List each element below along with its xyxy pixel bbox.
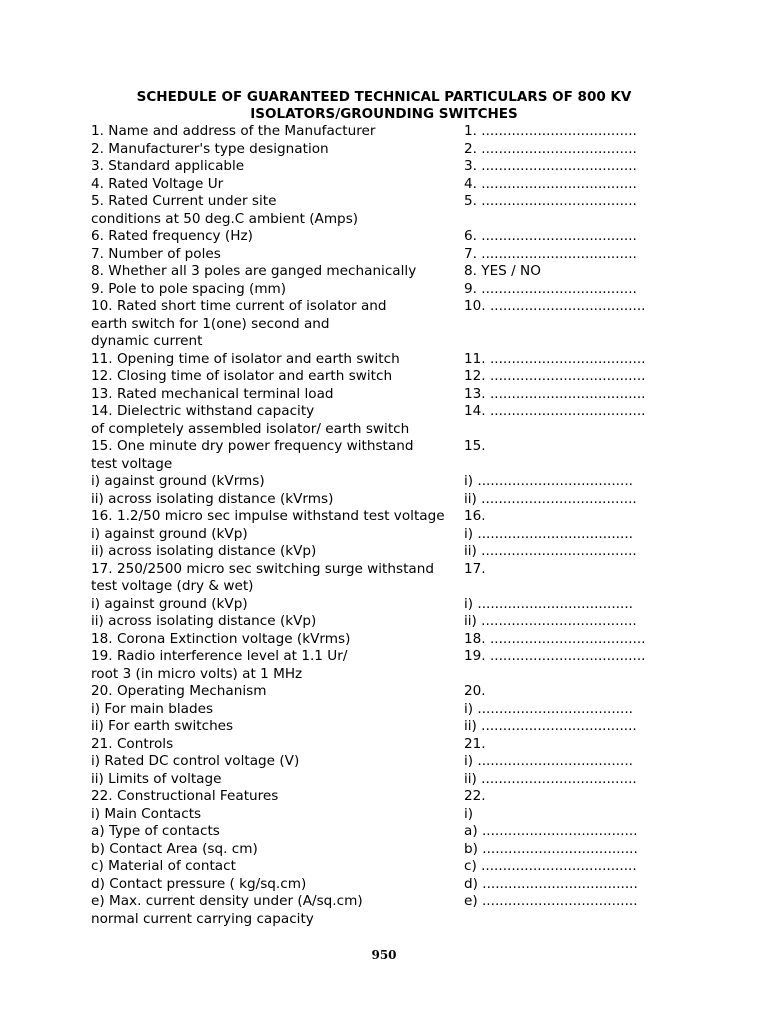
particular-label: 18. Corona Extinction voltage (kVrms) <box>91 630 351 647</box>
particular-row <box>91 736 651 754</box>
particular-row <box>91 158 651 176</box>
particular-row <box>91 298 651 316</box>
particular-value-field: 19. .................................... <box>464 648 646 664</box>
particular-row <box>91 386 651 404</box>
document-title <box>100 89 668 123</box>
particular-row <box>91 246 651 264</box>
particular-label: 12. Closing time of isolator and earth switch <box>91 368 393 384</box>
particular-value-field: ii) .................................... <box>464 613 637 629</box>
particular-value-field: 7. .................................... <box>464 245 637 262</box>
particular-row <box>91 543 651 561</box>
page-number: 950 <box>371 948 397 962</box>
particular-value-field: 8. YES / NO <box>464 263 541 279</box>
title-line-2: ISOLATORS/GROUNDING SWITCHES <box>250 106 518 122</box>
particular-label: 4. Rated Voltage Ur <box>91 175 224 192</box>
particular-value-field: 11. .................................... <box>464 350 646 367</box>
particular-row <box>91 473 651 491</box>
particular-label: i) against ground (kVrms) <box>91 473 265 489</box>
particular-value-field: 12. .................................... <box>464 368 646 384</box>
particular-value-field: 6. .................................... <box>464 228 637 244</box>
particular-row <box>91 176 651 194</box>
particular-row <box>91 403 651 421</box>
particular-value-field: d) .................................... <box>464 875 638 892</box>
particular-value-field: 10. .................................... <box>464 298 646 314</box>
particular-row <box>91 701 651 719</box>
particular-label: root 3 (in micro volts) at 1 MHz <box>91 665 303 682</box>
particular-row <box>91 648 651 666</box>
particular-row <box>91 911 651 929</box>
particular-row <box>91 456 651 474</box>
particular-value-field: i) .................................... <box>464 525 633 542</box>
particular-label: 22. Constructional Features <box>91 788 279 804</box>
particular-row <box>91 876 651 894</box>
particular-label: 2. Manufacturer's type designation <box>91 140 329 157</box>
particular-label: d) Contact pressure ( kg/sq.cm) <box>91 875 307 892</box>
particular-row <box>91 561 651 579</box>
particular-label: i) against ground (kVp) <box>91 595 248 612</box>
particular-value-field: 18. .................................... <box>464 630 646 647</box>
particular-value-field: ii) .................................... <box>464 490 637 507</box>
particular-row <box>91 438 651 456</box>
particular-value-field: 14. .................................... <box>464 403 646 419</box>
particular-row <box>91 596 651 614</box>
particular-row <box>91 263 651 281</box>
particular-label: of completely assembled isolator/ earth switch <box>91 420 410 437</box>
particular-row <box>91 771 651 789</box>
particular-row <box>91 316 651 334</box>
particular-label: 9. Pole to pole spacing (mm) <box>91 280 287 297</box>
particular-value-field: i) .................................... <box>464 473 633 489</box>
particular-label: 3. Standard applicable <box>91 158 245 174</box>
particular-row <box>91 631 651 649</box>
particular-row <box>91 718 651 736</box>
particular-label: e) Max. current density under (A/sq.cm) <box>91 893 363 909</box>
particular-label: 19. Radio interference level at 1.1 Ur/ <box>91 648 348 664</box>
particular-row <box>91 526 651 544</box>
particular-label: 13. Rated mechanical terminal load <box>91 385 334 402</box>
particular-row <box>91 421 651 439</box>
particular-row <box>91 351 651 369</box>
particular-value-field: i) .................................... <box>464 700 633 717</box>
particular-label: ii) across isolating distance (kVp) <box>91 543 317 559</box>
particular-row <box>91 211 651 229</box>
particular-label: test voltage <box>91 455 173 472</box>
particular-value-field: a) .................................... <box>464 823 638 839</box>
particular-row <box>91 368 651 386</box>
particular-row <box>91 281 651 299</box>
particular-label: test voltage (dry & wet) <box>91 578 254 594</box>
particular-row <box>91 141 651 159</box>
particular-label: 6. Rated frequency (Hz) <box>91 228 253 244</box>
particular-value-field: 5. .................................... <box>464 193 637 209</box>
particular-label: b) Contact Area (sq. cm) <box>91 840 258 857</box>
particular-row <box>91 333 651 351</box>
particular-label: 15. One minute dry power frequency withstand <box>91 438 414 454</box>
particular-value-field: ii) .................................... <box>464 543 637 559</box>
particular-value-field: 17. <box>464 560 486 577</box>
particular-label: 17. 250/2500 micro sec switching surge withstand <box>91 560 434 577</box>
particular-label: 11. Opening time of isolator and earth switch <box>91 350 400 367</box>
particular-value-field: i) .................................... <box>464 753 633 769</box>
particular-label: 16. 1.2/50 micro sec impulse withstand test voltage <box>91 508 445 524</box>
particular-row <box>91 491 651 509</box>
particular-value-field: i) .................................... <box>464 595 633 612</box>
particular-label: conditions at 50 deg.C ambient (Amps) <box>91 210 359 227</box>
particular-label: a) Type of contacts <box>91 823 220 839</box>
particular-value-field: 15. <box>464 438 486 454</box>
particular-label: ii) For earth switches <box>91 718 234 734</box>
particular-value-field: 2. .................................... <box>464 140 637 157</box>
particular-row <box>91 508 651 526</box>
particular-row <box>91 806 651 824</box>
particular-label: 21. Controls <box>91 735 174 752</box>
particular-row <box>91 841 651 859</box>
particulars-list <box>91 123 651 928</box>
particular-value-field: b) .................................... <box>464 840 638 857</box>
particular-label: ii) across isolating distance (kVrms) <box>91 490 334 507</box>
particular-label: 14. Dielectric withstand capacity <box>91 403 315 419</box>
particular-row <box>91 228 651 246</box>
particular-value-field: 4. .................................... <box>464 175 637 192</box>
particular-row <box>91 788 651 806</box>
particular-label: 20. Operating Mechanism <box>91 683 267 699</box>
particular-label: c) Material of contact <box>91 858 236 874</box>
particular-value-field: 1. .................................... <box>464 123 637 139</box>
particular-row <box>91 858 651 876</box>
particular-value-field: 21. <box>464 735 486 752</box>
particular-row <box>91 578 651 596</box>
particular-label: ii) across isolating distance (kVp) <box>91 613 317 629</box>
particular-value-field: e) .................................... <box>464 893 638 909</box>
particular-value-field: ii) .................................... <box>464 718 637 734</box>
particular-label: i) For main blades <box>91 700 214 717</box>
particular-value-field: 9. .................................... <box>464 280 637 297</box>
particular-label: 5. Rated Current under site <box>91 193 277 209</box>
particular-row <box>91 753 651 771</box>
particular-value-field: 16. <box>464 508 486 524</box>
particular-row <box>91 666 651 684</box>
particular-label: ii) Limits of voltage <box>91 770 222 787</box>
particular-label: dynamic current <box>91 333 203 349</box>
particular-value-field: 3. .................................... <box>464 158 637 174</box>
particular-row <box>91 193 651 211</box>
particular-label: i) Main Contacts <box>91 805 202 822</box>
particular-value-field: c) .................................... <box>464 858 637 874</box>
particular-value-field: ii) .................................... <box>464 770 637 787</box>
particular-value-field: 20. <box>464 683 486 699</box>
particular-row <box>91 683 651 701</box>
particular-value-field: 22. <box>464 788 486 804</box>
particular-row <box>91 823 651 841</box>
particular-row <box>91 893 651 911</box>
particular-label: earth switch for 1(one) second and <box>91 315 330 332</box>
particular-row <box>91 613 651 631</box>
particular-label: 1. Name and address of the Manufacturer <box>91 123 376 139</box>
particular-row <box>91 123 651 141</box>
particular-value-field: 13. .................................... <box>464 385 646 402</box>
particular-label: 10. Rated short time current of isolator and <box>91 298 387 314</box>
title-line-1: SCHEDULE OF GUARANTEED TECHNICAL PARTICULARS OF 800 KV <box>136 89 632 105</box>
particular-label: normal current carrying capacity <box>91 910 314 927</box>
particular-value-field: i) <box>464 805 474 822</box>
particular-label: i) Rated DC control voltage (V) <box>91 753 300 769</box>
particular-label: i) against ground (kVp) <box>91 525 248 542</box>
particular-label: 8. Whether all 3 poles are ganged mechanically <box>91 263 417 279</box>
particular-label: 7. Number of poles <box>91 245 221 262</box>
